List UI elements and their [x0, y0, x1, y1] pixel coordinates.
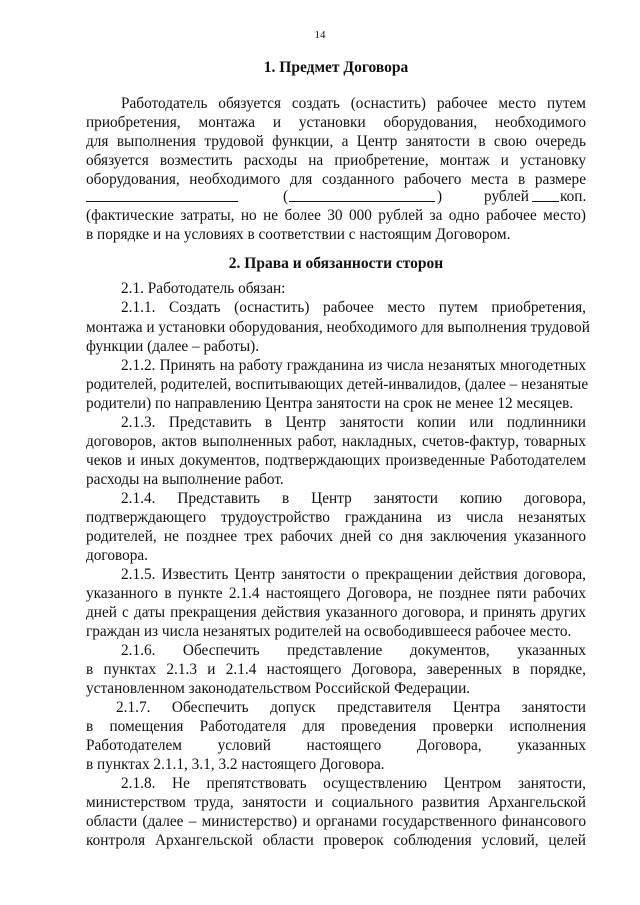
paragraph-line: расходы на выполнение работ. — [86, 471, 284, 488]
paragraph-line: чеков и иных документов, подтверждающих произведенные Работодателем — [86, 452, 586, 469]
paragraph-line: 2.1.8. Не препятствовать осуществлению Центром занятости, — [121, 775, 586, 792]
amount-open-paren: ( — [283, 188, 289, 205]
paragraph-line: граждан из числа незанятых родителей на освободившееся рабочее место. — [86, 623, 572, 640]
paragraph-line: в пунктах 2.1.3 и 2.1.4 настоящего Договора, заверенных в порядке, — [86, 661, 586, 678]
paragraph-line: (фактические затраты, но не более 30 000 рублей за одно рабочее место) — [86, 207, 586, 224]
paragraph-line: 2.1.5. Известить Центр занятости о прекращении действия договора, — [121, 566, 586, 583]
paragraph-line: функции (далее – работы). — [86, 338, 260, 355]
paragraph-line: Работодатель обязуется создать (оснастить) рабочее место путем — [121, 95, 586, 112]
paragraph-line: указанного в пункте 2.1.4 настоящего Договора, не позднее пяти рабочих — [86, 585, 586, 602]
paragraph-line: дней с даты прекращения действия указанного договора, и принять других — [86, 604, 586, 621]
paragraph-line: в порядке и на условиях в соответствии с настоящим Договором. — [86, 226, 511, 243]
paragraph-line: приобретения, монтажа и установки оборудования, необходимого — [86, 114, 586, 131]
section-2-heading: 2. Права и обязанности сторон — [228, 255, 444, 272]
paragraph-line: контроля Архангельской области проверок соблюдения условий, целей — [86, 832, 586, 849]
paragraph-line: монтажа и установки оборудования, необходимого для выполнения трудовой — [86, 319, 590, 336]
paragraph-line: 2.1.4. Представить в Центр занятости копию договора, — [121, 490, 586, 507]
paragraph-line: обязуется возместить расходы на приобретение, монтаж и установку — [86, 152, 586, 169]
paragraph-line: 2.1.7. Обеспечить допуск представителя Центра занятости — [116, 699, 586, 716]
paragraph-line: родителей, не позднее трех рабочих дней со дня заключения указанного — [86, 528, 586, 545]
paragraph-line: 2.1.1. Создать (оснастить) рабочее место путем приобретения, — [121, 299, 586, 316]
paragraph-line: 2.1.3. Представить в Центр занятости копии или подлинники — [121, 414, 586, 431]
amount-rub-label: рублей — [484, 188, 529, 205]
paragraph-line: 2.1.6. Обеспечить представление документов, указанных — [121, 642, 586, 659]
amount-kop-label: коп. — [560, 188, 587, 205]
paragraph-line: договора. — [86, 547, 149, 564]
paragraph-line: оборудования, необходимого для созданного рабочего места в размере — [86, 171, 586, 188]
paragraph-line: родителей, родителей, воспитывающих детей-инвалидов, (далее – незанятые — [86, 376, 589, 393]
amount-line — [86, 187, 586, 207]
paragraph-line: 2.1. Работодатель обязан: — [121, 280, 286, 297]
amount-blank-figures — [86, 187, 238, 202]
paragraph-line: министерством труда, занятости и социального развития Архангельской — [86, 794, 586, 811]
paragraph-line: договоров, актов выполненных работ, накладных, счетов-фактур, товарных — [86, 433, 586, 450]
amount-blank-kop — [532, 187, 559, 202]
paragraph-line: в пунктах 2.1.1, 3.1, 3.2 настоящего Договора. — [86, 756, 385, 773]
section-1-heading: 1. Предмет Договора — [263, 59, 409, 76]
page-number: 14 — [314, 29, 326, 41]
paragraph-line: области (далее – министерство) и органами государственного финансового — [86, 813, 586, 830]
paragraph-line: для выполнения трудовой функции, а Центр занятости в свою очередь — [86, 133, 586, 150]
amount-blank-words — [289, 187, 435, 202]
amount-close-paren: ) — [437, 188, 443, 205]
paragraph-line: в помещения Работодателя для проведения проверки исполнения — [86, 718, 586, 735]
paragraph-line: 2.1.2. Принять на работу гражданина из числа незанятых многодетных — [121, 357, 586, 374]
paragraph-line: родители) по направлению Центра занятости на срок не менее 12 месяцев. — [86, 395, 574, 412]
paragraph-line: Работодателем условий настоящего Договора, указанных — [86, 737, 586, 754]
paragraph-line: установленном законодательством Российской Федерации. — [86, 680, 471, 697]
paragraph-line: подтверждающего трудоустройство гражданина из числа незанятых — [86, 509, 586, 526]
